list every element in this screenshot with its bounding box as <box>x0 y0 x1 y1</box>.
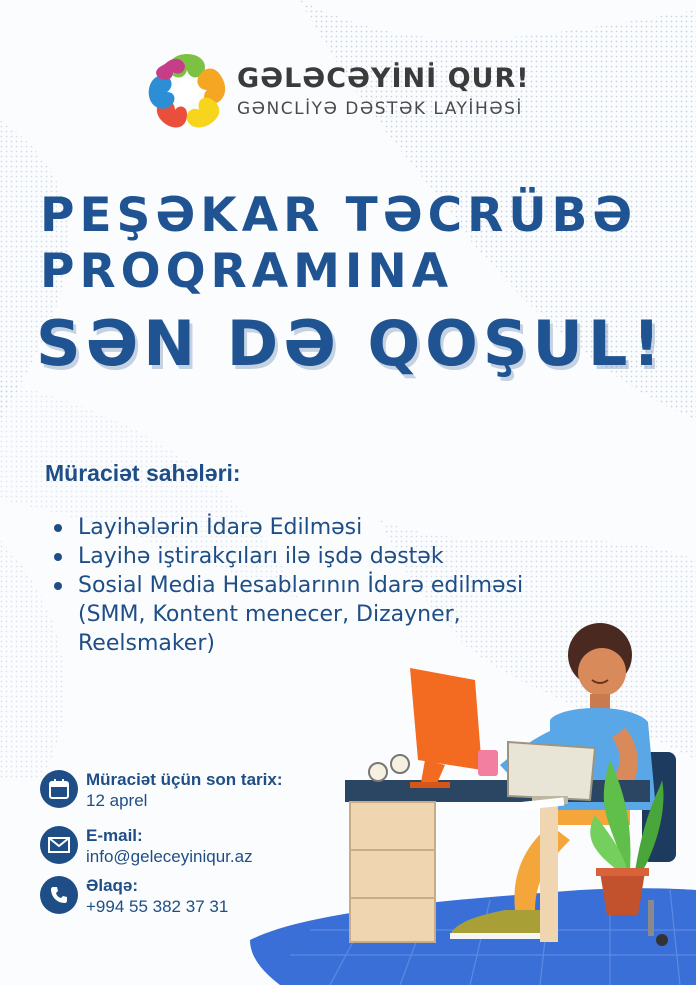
headline-call-to-action: SƏN DƏ QOŞUL! <box>36 307 666 380</box>
deadline-label: Müraciət üçün son tarix: <box>86 770 283 789</box>
logo-title: GƏLƏCƏYİNİ QUR! <box>237 63 530 94</box>
areas-title: Müraciət sahələri: <box>45 460 241 486</box>
bullet-icon <box>54 553 62 561</box>
phone-label: Əlaqə: <box>86 876 139 895</box>
headline-line-2: PROQRAMINA <box>40 244 454 299</box>
headline <box>40 188 680 300</box>
area-item-label: Layihə iştirakçıları ilə işdə dəstək <box>78 544 444 569</box>
calendar-icon <box>40 770 78 808</box>
phone-icon <box>40 876 78 914</box>
contact-email <box>40 826 253 867</box>
person-at-desk-illustration <box>250 610 696 985</box>
deadline-value: 12 aprel <box>86 791 148 810</box>
logo-mark-icon <box>143 50 231 134</box>
area-item-label: Sosial Media Hesablarının İdarə edilməsi (SMM, Kontent menecer, Dizayner, Reelsmaker) <box>78 573 524 656</box>
phone-value[interactable]: +994 55 382 37 31 <box>86 897 229 916</box>
email-value[interactable]: info@geleceyiniqur.az <box>86 847 253 866</box>
contact-phone <box>40 876 228 917</box>
bullet-icon <box>54 582 62 590</box>
envelope-icon <box>40 826 78 864</box>
list-item <box>52 513 532 542</box>
email-label: E-mail: <box>86 826 143 845</box>
logo-subtitle: GƏNCLİYƏ DƏSTƏK LAYİHƏSİ <box>237 99 523 119</box>
area-item-label: Layihələrin İdarə Edilməsi <box>78 515 363 540</box>
list-item <box>52 542 532 571</box>
logo <box>143 50 530 134</box>
contact-deadline <box>40 770 282 811</box>
bullet-icon <box>54 524 62 532</box>
headline-line-1: PEŞƏKAR TƏCRÜBƏ <box>40 188 638 243</box>
